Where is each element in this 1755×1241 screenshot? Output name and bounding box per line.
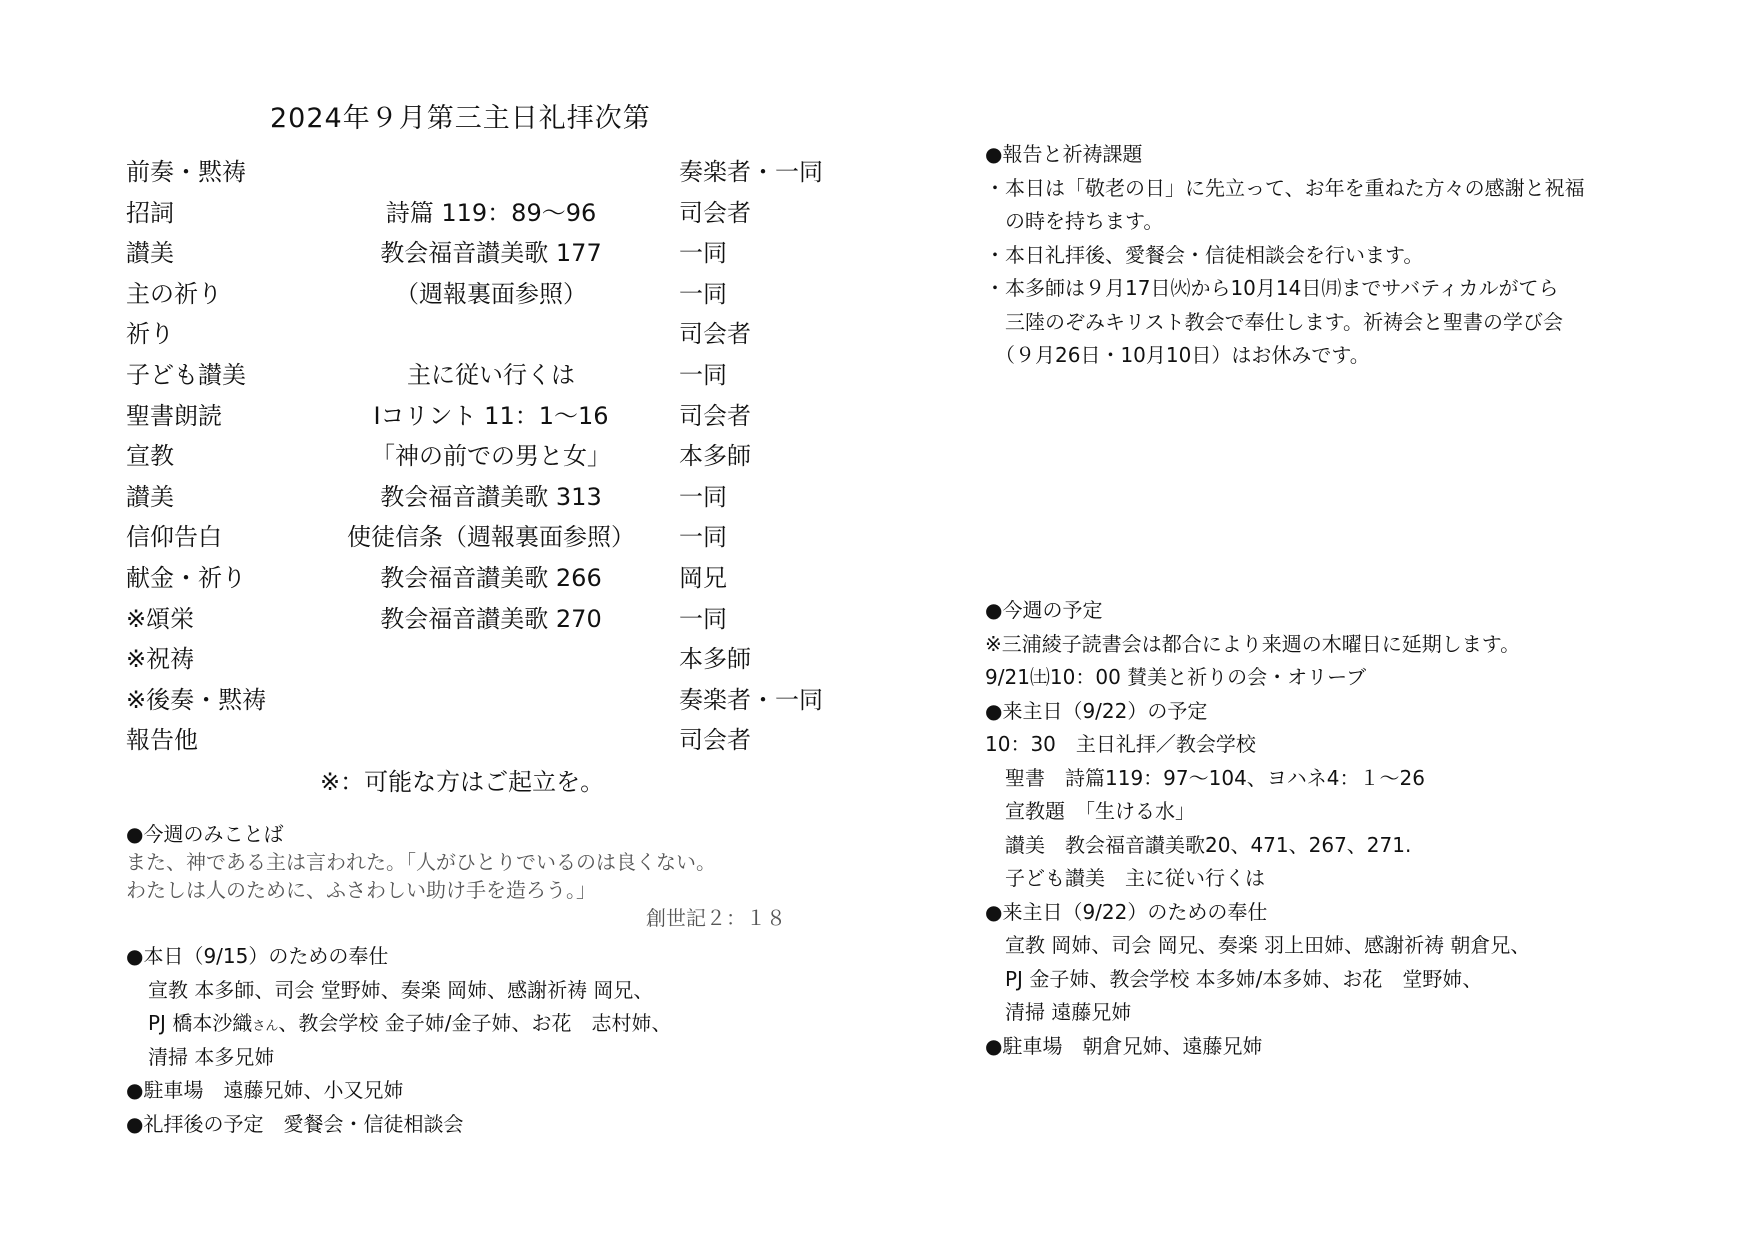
- page-title: 2024年９月第三主日礼拝次第: [270, 103, 651, 134]
- next-service-line: 宣教 岡姉、司会 岡兄、奏楽 羽上田姉、感謝祈祷 朝倉兄、: [1005, 933, 1531, 957]
- order-person: 一同: [679, 279, 727, 308]
- order-row: [126, 558, 846, 599]
- order-item: ※後奏・黙祷: [126, 685, 267, 714]
- next-service-heading: ●来主日（9/22）のための奉仕: [985, 899, 1268, 924]
- report-line: 三陸のぞみキリスト教会で奉仕します。祈祷会と聖書の学び会: [985, 309, 1563, 334]
- report-line: ・本多師は９月17日㈫から10月14日㈪までサバティカルがてら: [985, 276, 1559, 300]
- order-row: [126, 477, 846, 518]
- today-service-line: [126, 1007, 671, 1041]
- weekly-word-heading: ●今週のみことば: [126, 822, 284, 846]
- honorific-san: さん: [252, 1019, 279, 1034]
- parking-next: ●駐車場 朝倉兄姉、遠藤兄姉: [985, 1033, 1263, 1058]
- order-person: 奏楽者・一同: [679, 685, 823, 714]
- order-content: 「神の前での男と女」: [371, 442, 611, 471]
- week-schedule-heading: ●今週の予定: [985, 598, 1103, 622]
- order-content: 詩篇 119：89～96: [385, 198, 597, 227]
- order-person: 一同: [679, 482, 727, 511]
- order-person: 一同: [679, 523, 727, 552]
- order-item: 招詞: [126, 198, 174, 227]
- order-content: Ⅰコリント 11：1～16: [373, 401, 609, 430]
- order-person: 一同: [679, 604, 727, 633]
- order-row: [126, 274, 846, 315]
- report-line: ・本日礼拝後、愛餐会・信徒相談会を行います。: [985, 242, 1424, 267]
- today-service-heading: ●本日（9/15）のための奉仕: [126, 944, 389, 968]
- order-content: 教会福音讃美歌 266: [380, 563, 602, 592]
- order-person: 本多師: [679, 442, 751, 471]
- report-line: （９月26日・10月10日）はお休みです。: [985, 343, 1370, 367]
- report-line: ・本日は「敬老の日」に先立って、お年を重ねた方々の感謝と祝福: [985, 175, 1585, 200]
- order-content: （週報裏面参照）: [395, 279, 587, 308]
- next-sunday-item: 聖書 詩篇119：97～104、ヨハネ4：１～26: [1005, 765, 1425, 790]
- after-service-plan: ●礼拝後の予定 愛餐会・信徒相談会: [126, 1111, 464, 1136]
- weekly-word-line: わたしは人のために、ふさわしい助け手を造ろう。」: [126, 878, 596, 902]
- today-service-pj: PJ 橋本沙織: [148, 1011, 253, 1035]
- next-service-line: 清掃 遠藤兄姉: [1005, 1000, 1132, 1024]
- weekly-word-reference: 創世記２：１８: [646, 906, 786, 930]
- order-item: 信仰告白: [126, 523, 222, 552]
- order-person: 本多師: [679, 645, 751, 674]
- next-sunday-item: 宣教題 「生ける水」: [1005, 799, 1195, 823]
- order-content: 使徒信条（週報裏面参照）: [347, 523, 635, 552]
- order-content: 教会福音讃美歌 313: [380, 482, 602, 511]
- order-row: [126, 193, 846, 234]
- order-item: 報告他: [126, 726, 198, 755]
- order-row: [126, 152, 846, 193]
- order-item: 子ども讃美: [126, 360, 246, 389]
- today-service-line: 宣教 本多師、司会 堂野姉、奏楽 岡姉、感謝祈祷 岡兄、: [148, 977, 654, 1002]
- order-person: 司会者: [679, 726, 751, 755]
- order-of-service: [126, 152, 846, 761]
- order-row: [126, 517, 846, 558]
- order-row: [126, 680, 846, 721]
- order-person: 奏楽者・一同: [679, 158, 823, 186]
- order-person: 岡兄: [679, 563, 727, 592]
- order-person: 司会者: [679, 401, 751, 430]
- order-item: 讃美: [126, 239, 174, 268]
- order-row: [126, 720, 846, 761]
- order-content: 教会福音讃美歌 177: [380, 239, 602, 268]
- parking-today: ●駐車場 遠藤兄姉、小又兄姉: [126, 1078, 404, 1102]
- week-schedule-line: 9/21㈯10：00 賛美と祈りの会・オリーブ: [985, 665, 1367, 689]
- next-sunday-heading: ●来主日（9/22）の予定: [985, 698, 1208, 723]
- next-service-line: PJ 金子姉、教会学校 本多姉/本多姉、お花 堂野姉、: [1005, 966, 1483, 991]
- order-item: ※頌栄: [126, 604, 195, 633]
- order-person: 一同: [679, 360, 727, 389]
- order-row: [126, 436, 846, 477]
- order-row: [126, 639, 846, 680]
- order-item: 前奏・黙祷: [126, 158, 246, 186]
- standing-note: ※：可能な方はご起立を。: [320, 768, 605, 796]
- order-row: [126, 314, 846, 355]
- order-item: 主の祈り: [126, 279, 222, 308]
- weekly-word-section: [126, 820, 786, 932]
- order-person: 司会者: [679, 198, 751, 227]
- today-service-line: 清掃 本多兄姉: [148, 1044, 275, 1069]
- week-schedule-line: ※三浦綾子読書会は都合により来週の木曜日に延期します。: [985, 631, 1521, 656]
- today-service-rest: 、教会学校 金子姉/金子姉、お花 志村姉、: [278, 1011, 672, 1035]
- reports-heading: ●報告と祈祷課題: [985, 142, 1143, 166]
- order-row: [126, 599, 846, 640]
- report-line: の時を持ちます。: [985, 209, 1164, 233]
- order-item: 祈り: [126, 320, 174, 349]
- order-row: [126, 355, 846, 396]
- order-person: 一同: [679, 239, 727, 268]
- next-sunday-item: 子ども讃美 主に従い行くは: [1005, 866, 1265, 890]
- weekly-word-line: また、神である主は言われた。「人がひとりでいるのは良くない。: [126, 850, 716, 874]
- next-sunday-item: 讃美 教会福音讃美歌20、471、267、271.: [1005, 832, 1412, 857]
- order-item: 讃美: [126, 482, 174, 511]
- next-sunday-time: 10：30 主日礼拝／教会学校: [985, 732, 1256, 756]
- order-item: ※祝祷: [126, 645, 195, 674]
- order-content: 教会福音讃美歌 270: [380, 604, 602, 633]
- order-row: [126, 233, 846, 274]
- order-item: 献金・祈り: [126, 563, 246, 592]
- order-item: 聖書朗読: [126, 401, 222, 430]
- reports-section: [985, 138, 1585, 373]
- schedule-section: [985, 594, 1530, 1063]
- order-content: 主に従い行くは: [407, 360, 575, 389]
- today-service-section: [126, 940, 671, 1141]
- order-row: [126, 396, 846, 437]
- order-item: 宣教: [126, 442, 174, 471]
- order-person: 司会者: [679, 320, 751, 349]
